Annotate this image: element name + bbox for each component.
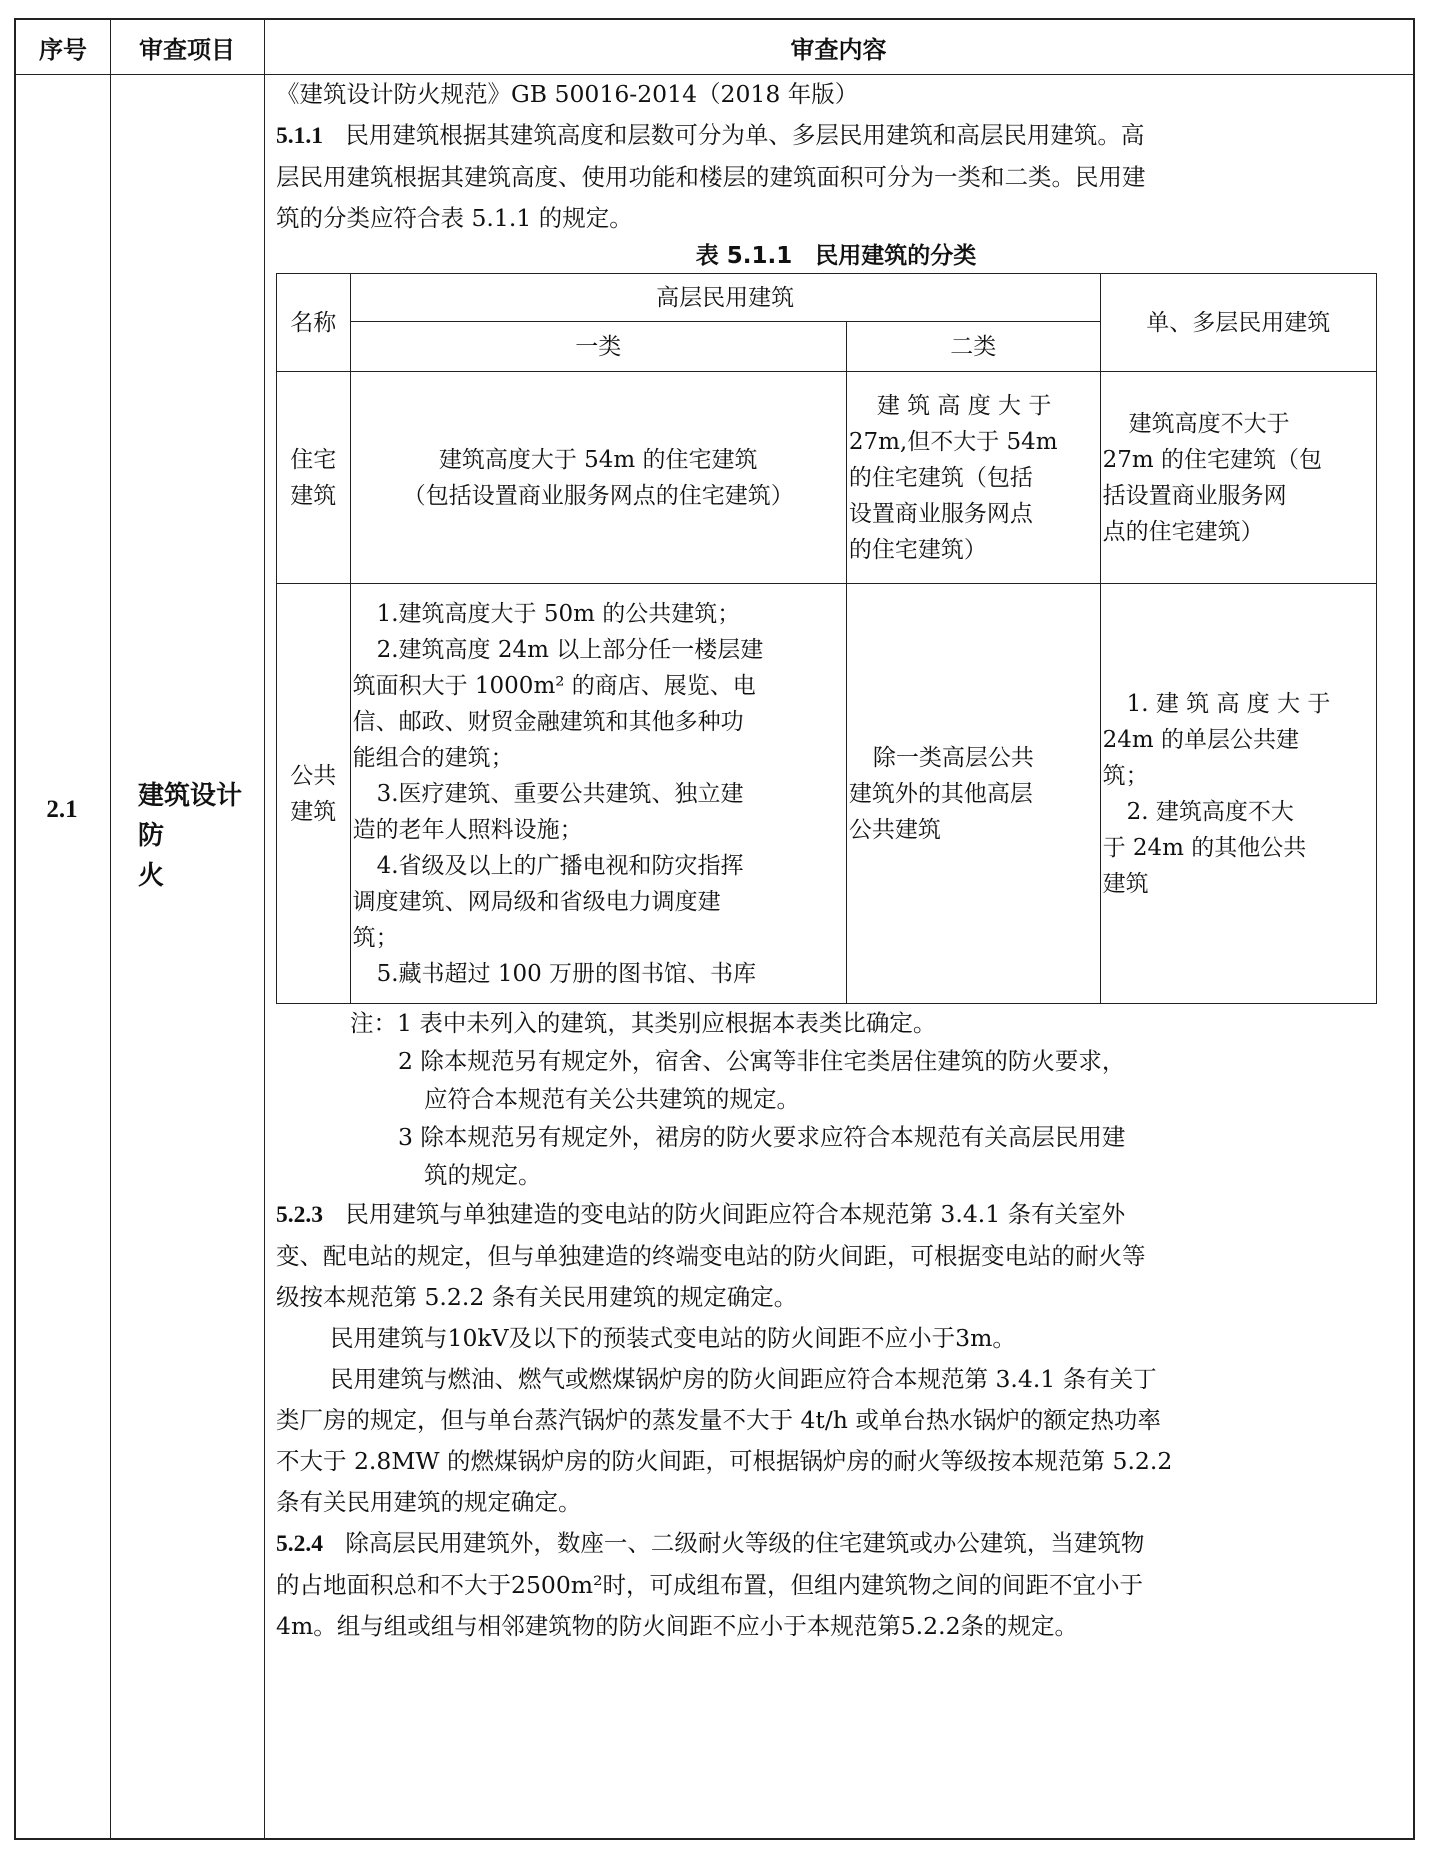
cell-line: 建筑	[1102, 870, 1149, 897]
row-item	[138, 776, 268, 896]
clause-text: 除高层民用建筑外，数座一、二级耐火等级的住宅建筑或办公建筑，当建筑物	[345, 1529, 1145, 1557]
clause-text: 不大于 2.8MW 的燃煤锅炉房的防火间距，可根据锅炉房的耐火等级按本规范第 5.2.2	[276, 1447, 1173, 1475]
header-seq: 序号	[39, 35, 87, 64]
clause-text: 的占地面积总和不大于2500m²时，可成组布置，但组内建筑物之间的间距不宜小于	[276, 1571, 1144, 1599]
header-content: 审查内容	[790, 35, 887, 64]
cell-line: 筑面积大于 1000m² 的商店、展览、电	[352, 672, 756, 699]
cell-line: 5.藏书超过 100 万册的图书馆、书库	[376, 960, 757, 987]
row-item-line1: 建筑设计	[138, 781, 243, 811]
cell-line: 于 24m 的其他公共	[1102, 834, 1307, 861]
cell-line: 信、邮政、财贸金融建筑和其他多种功	[352, 708, 744, 735]
clause-text: 条有关民用建筑的规定确定。	[276, 1488, 582, 1516]
clause-text: 变、配电站的规定，但与单独建造的终端变电站的防火间距，可根据变电站的耐火等	[276, 1242, 1146, 1270]
th-class2: 二类	[846, 322, 1100, 372]
clause-text: 民用建筑与单独建造的变电站的防火间距应符合本规范第 3.4.1 条有关室外	[345, 1200, 1126, 1228]
cell-line: 括设置商业服务网	[1102, 482, 1287, 509]
table-row-name	[277, 584, 351, 1004]
table-title: 表 5.1.1 民用建筑的分类	[695, 243, 977, 269]
cell-line: 1.建筑高度大于 50m 的公共建筑；	[376, 600, 741, 627]
row-name-line: 公共	[290, 762, 337, 789]
cell-line: 24m 的单层公共建	[1102, 726, 1299, 753]
row-name-line: 建筑	[290, 798, 337, 825]
cell-line: 能组合的建筑；	[352, 744, 514, 771]
table-note: 应符合本规范有关公共建筑的规定。	[424, 1085, 800, 1113]
table-cell	[1100, 372, 1376, 584]
cell-line: 4.省级及以上的广播电视和防灾指挥	[376, 852, 744, 879]
table-cell	[846, 372, 1100, 584]
clause-text: 类厂房的规定，但与单台蒸汽锅炉的蒸发量不大于 4t/h 或单台热水锅炉的额定热功率	[276, 1406, 1161, 1434]
cell-line: 造的老年人照料设施；	[352, 816, 583, 843]
cell-line: 2. 建筑高度不大	[1126, 798, 1294, 825]
cell-line: 筑；	[352, 924, 399, 951]
th-low-rise: 单、多层民用建筑	[1100, 274, 1376, 372]
header-item: 审查项目	[139, 35, 235, 64]
standard-title: 《建筑设计防火规范》GB 50016-2014（2018 年版）	[276, 80, 859, 108]
cell-line: 的住宅建筑）	[848, 536, 987, 563]
row-name-line: 住宅	[290, 446, 337, 473]
cell-line: 的住宅建筑（包括	[848, 464, 1033, 491]
clause-text: 级按本规范第 5.2.2 条有关民用建筑的规定确定。	[276, 1283, 798, 1311]
clause-text: 筑的分类应符合表 5.1.1 的规定。	[276, 204, 633, 232]
column-divider	[264, 20, 265, 1838]
cell-line: 建筑外的其他高层	[848, 780, 1033, 807]
cell-line: （包括设置商业服务网点的住宅建筑）	[402, 482, 794, 509]
clause-number: 5.2.3	[276, 1202, 323, 1228]
content-cell	[276, 74, 1396, 1647]
table-cell	[350, 372, 846, 584]
clause-text: 民用建筑与燃油、燃气或燃煤锅炉房的防火间距应符合本规范第 3.4.1 条有关丁	[330, 1365, 1157, 1393]
cell-line: 点的住宅建筑）	[1102, 518, 1264, 545]
th-name: 名称	[277, 274, 351, 372]
table-note: 3 除本规范另有规定外，裙房的防火要求应符合本规范有关高层民用建	[398, 1123, 1126, 1151]
table-note: 筑的规定。	[424, 1161, 542, 1189]
cell-line: 调度建筑、网局级和省级电力调度建	[352, 888, 721, 915]
th-class1: 一类	[350, 322, 846, 372]
row-seq: 2.1	[46, 796, 78, 823]
cell-line: 27m 的住宅建筑（包	[1102, 446, 1322, 473]
th-high-rise: 高层民用建筑	[350, 274, 1100, 322]
cell-line: 1. 建 筑 高 度 大 于	[1126, 690, 1331, 717]
cell-line: 除一类高层公共	[872, 744, 1034, 771]
cell-line: 建 筑 高 度 大 于	[876, 392, 1052, 419]
clause-text: 4m。组与组或组与相邻建筑物的防火间距不应小于本规范第5.2.2条的规定。	[276, 1612, 1079, 1640]
table-cell	[1100, 584, 1376, 1004]
cell-line: 筑；	[1102, 762, 1149, 789]
cell-line: 公共建筑	[848, 816, 941, 843]
table-cell	[846, 584, 1100, 1004]
clause-text: 层民用建筑根据其建筑高度、使用功能和楼层的建筑面积可分为一类和二类。民用建	[276, 163, 1146, 191]
cell-line: 3.医疗建筑、重要公共建筑、独立建	[376, 780, 744, 807]
clause-number: 5.2.4	[276, 1531, 323, 1557]
cell-line: 建筑高度大于 54m 的住宅建筑	[438, 446, 758, 473]
table-note: 2 除本规范另有规定外，宿舍、公寓等非住宅类居住建筑的防火要求，	[398, 1047, 1126, 1075]
clause-text: 民用建筑与10kV及以下的预装式变电站的防火间距不应小于3m。	[330, 1324, 1016, 1352]
table-cell	[350, 584, 846, 1004]
table-note: 注：1 表中未列入的建筑，其类别应根据本表类比确定。	[350, 1009, 937, 1037]
cell-line: 2.建筑高度 24m 以上部分任一楼层建	[376, 636, 764, 663]
table-row-name	[277, 372, 351, 584]
cell-line: 建筑高度不大于	[1128, 410, 1290, 437]
column-divider	[110, 20, 111, 1838]
row-name-line: 建筑	[290, 482, 337, 509]
cell-line: 27m,但不大于 54m	[848, 428, 1058, 455]
row-item-line2: 防火	[138, 821, 227, 891]
classification-table	[276, 273, 1377, 1004]
clause-text: 民用建筑根据其建筑高度和层数可分为单、多层民用建筑和高层民用建筑。高	[345, 121, 1145, 149]
clause-number: 5.1.1	[276, 123, 323, 149]
cell-line: 设置商业服务网点	[848, 500, 1033, 527]
